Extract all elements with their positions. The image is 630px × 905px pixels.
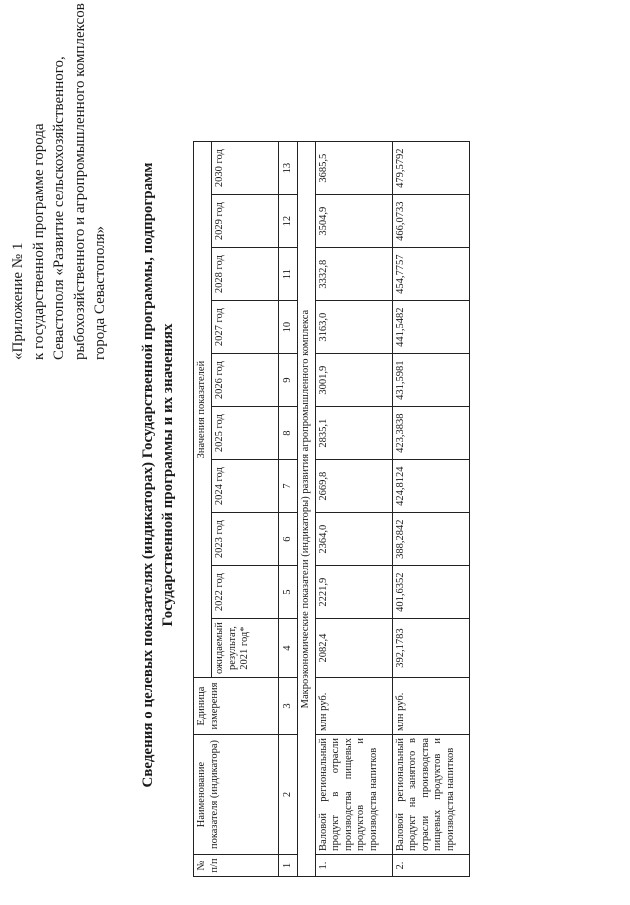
header-year: 2027 год: [212, 301, 279, 354]
row-value: 2364,0: [315, 513, 392, 566]
row-unit: млн руб.: [315, 678, 392, 735]
column-number: 13: [279, 142, 298, 195]
row-value: 441,5482: [392, 301, 469, 354]
header-year: 2029 год: [212, 195, 279, 248]
row-name: Валовой региональный продукт в отрасли производства пищевых продуктов и производства напитков: [315, 735, 392, 855]
table-header-row: [194, 142, 212, 877]
header-year: 2030 год: [212, 142, 279, 195]
row-value: 3001,9: [315, 354, 392, 407]
row-unit: млн руб.: [392, 678, 469, 735]
table-row: [392, 142, 469, 877]
row-value: 431,5981: [392, 354, 469, 407]
header-num: № п/п: [194, 855, 279, 877]
indicators-table: [193, 141, 470, 877]
header-year: 2026 год: [212, 354, 279, 407]
row-value: 3163,0: [315, 301, 392, 354]
column-number: 11: [279, 248, 298, 301]
row-value: 2082,4: [315, 619, 392, 678]
row-value: 3504,9: [315, 195, 392, 248]
column-number: 9: [279, 354, 298, 407]
row-value: 388,2842: [392, 513, 469, 566]
column-number: 12: [279, 195, 298, 248]
row-value: 3332,8: [315, 248, 392, 301]
appendix-line: Севастополя «Развитие сельскохозяйственного,: [51, 56, 67, 360]
column-number: 8: [279, 407, 298, 460]
header-year: 2025 год: [212, 407, 279, 460]
header-year: 2023 год: [212, 513, 279, 566]
header-values-group: Значения показателей: [194, 142, 212, 678]
title-line-2: Государственной программы и их значениях: [160, 323, 176, 627]
section-title: Макроэкономические показатели (индикаторы) развития агропромышленного комплекса: [298, 142, 316, 877]
appendix-line: к государственной программе города: [30, 123, 47, 360]
row-value: 479,5792: [392, 142, 469, 195]
row-name: Валовой региональный продукт на занятого в отрасли производства пищевых продуктов и производства напитков: [392, 735, 469, 855]
header-year: ожидаемый результат, 2021 год*: [212, 619, 279, 678]
column-number: 10: [279, 301, 298, 354]
header-year: 2028 год: [212, 248, 279, 301]
row-value: 401,6352: [392, 566, 469, 619]
appendix-line: «Приложение № 1: [10, 242, 26, 360]
section-row: [298, 142, 316, 877]
column-number: 4: [279, 619, 298, 678]
header-year: 2022 год: [212, 566, 279, 619]
header-name: Наименование показателя (индикатора): [194, 735, 279, 855]
column-number: 7: [279, 460, 298, 513]
column-number: 5: [279, 566, 298, 619]
row-value: 3685,5: [315, 142, 392, 195]
row-value: 2221,9: [315, 566, 392, 619]
appendix-line: города Севастополя»: [92, 225, 108, 360]
row-value: 454,7757: [392, 248, 469, 301]
row-value: 423,3838: [392, 407, 469, 460]
row-value: 2669,8: [315, 460, 392, 513]
row-num: 1.: [315, 855, 392, 877]
row-value: 466,0733: [392, 195, 469, 248]
row-value: 2835,1: [315, 407, 392, 460]
appendix-note: [8, 3, 111, 360]
row-num: 2.: [392, 855, 469, 877]
column-number: 6: [279, 513, 298, 566]
appendix-line: рыбохозяйственного и агропромышленного комплексов: [71, 3, 88, 360]
column-number: 2: [279, 735, 298, 855]
title-line-1: Сведения о целевых показателях (индикаторах) Государственной программы, подпрограмм: [140, 162, 156, 788]
table-row: [315, 142, 392, 877]
column-numbers-row: [279, 142, 298, 877]
column-number: 1: [279, 855, 298, 877]
row-value: 392,1783: [392, 619, 469, 678]
document-title: [138, 85, 178, 865]
header-year: 2024 год: [212, 460, 279, 513]
column-number: 3: [279, 678, 298, 735]
header-unit: Единица измерения: [194, 678, 279, 735]
row-value: 424,8124: [392, 460, 469, 513]
